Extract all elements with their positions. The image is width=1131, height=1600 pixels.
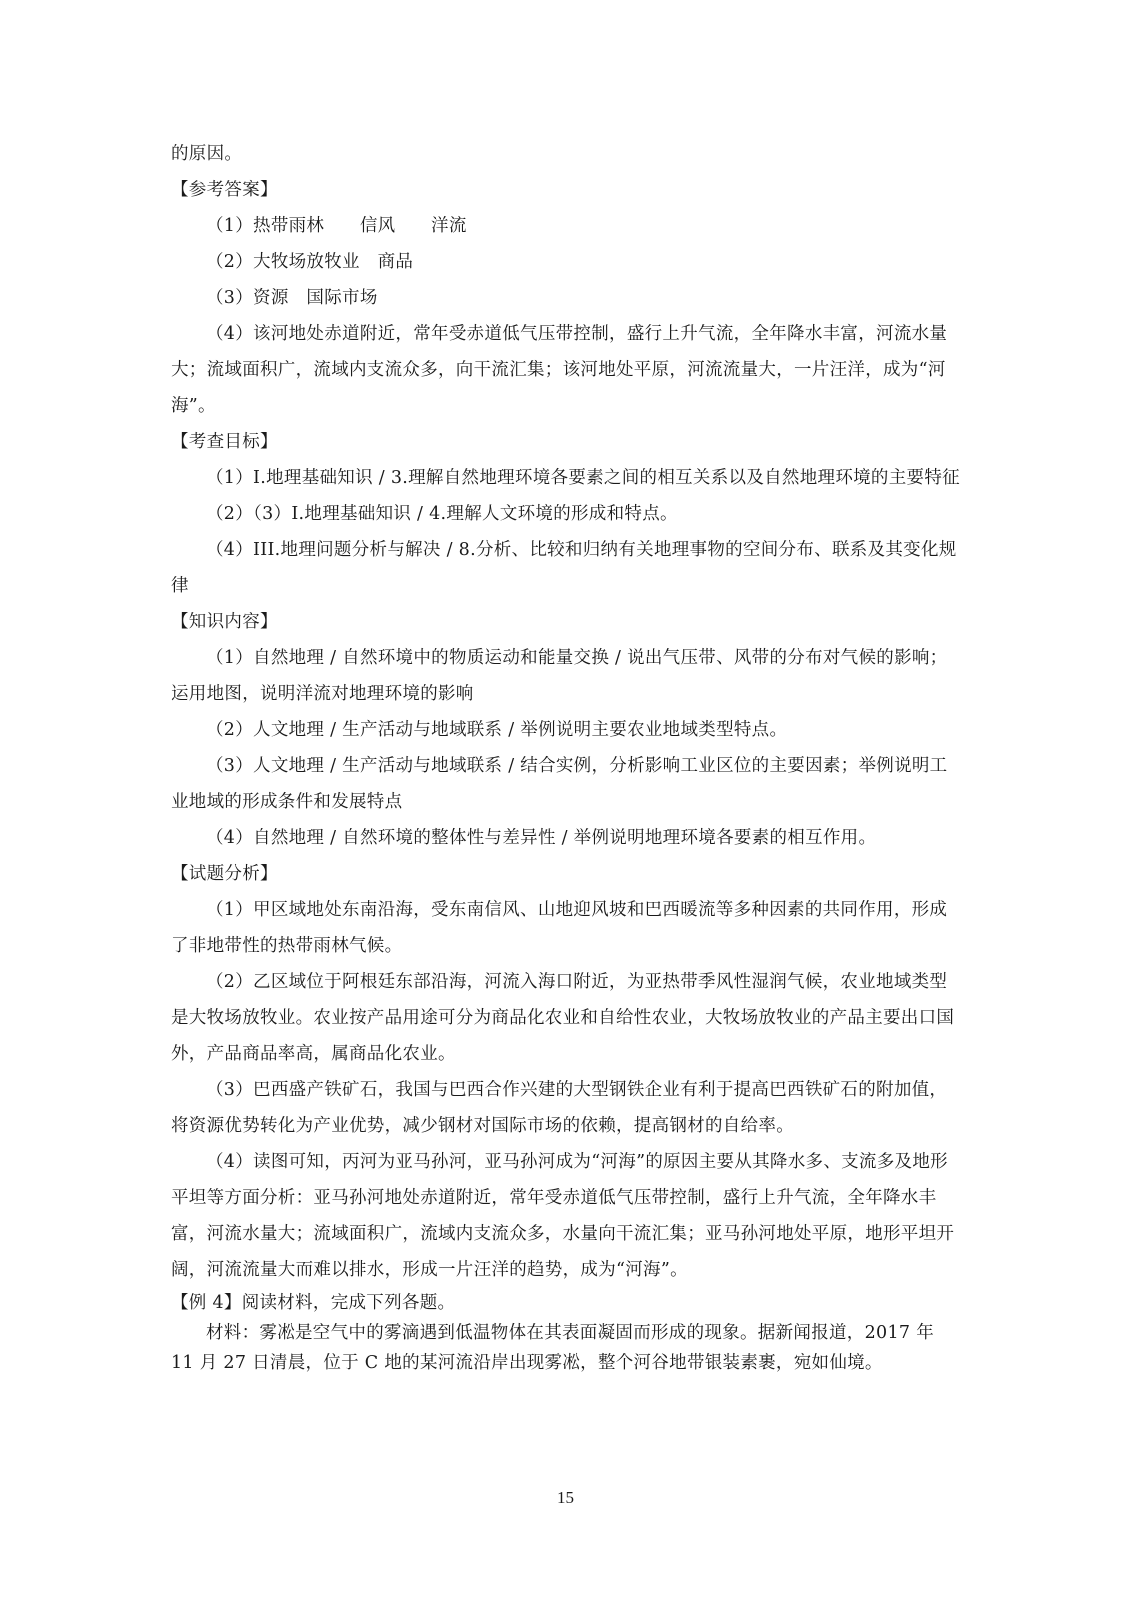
answer-2: （2）大牧场放牧业 商品: [206, 252, 414, 272]
page-number: 15: [557, 1488, 574, 1507]
answer-1: （1）热带雨林 信风 洋流: [206, 216, 467, 236]
section-heading-analysis: 【试题分析】: [171, 864, 278, 884]
objective-4: （4）III.地理问题分析与解决 / 8.分析、比较和归纳有关地理事物的空间分布、联系及其变化规律: [171, 540, 957, 596]
example-4-heading: 【例 4】阅读材料，完成下列各题。: [171, 1293, 456, 1313]
analysis-2: （2）乙区域位于阿根廷东部沿海，河流入海口附近，为亚热带季风性湿润气候，农业地域类型是大牧场放牧业。农业按产品用途可分为商品化农业和自给性农业，大牧场放牧业的产品主要出口国外，产品商品率高，属商品化农业。: [171, 972, 955, 1064]
section-heading-knowledge: 【知识内容】: [171, 612, 278, 632]
page-body: [171, 136, 961, 1378]
objective-2-3: （2）（3）I.地理基础知识 / 4.理解人文环境的形成和特点。: [206, 504, 678, 524]
section-heading-answer: 【参考答案】: [171, 180, 278, 200]
analysis-1: （1）甲区域地处东南沿海，受东南信风、山地迎风坡和巴西暖流等多种因素的共同作用，形成了非地带性的热带雨林气候。: [171, 900, 948, 956]
knowledge-3: （3）人文地理 / 生产活动与地域联系 / 结合实例，分析影响工业区位的主要因素；举例说明工业地域的形成条件和发展特点: [171, 756, 948, 812]
objective-1: （1）I.地理基础知识 / 3.理解自然地理环境各要素之间的相互关系以及自然地理环境的主要特征: [206, 468, 960, 488]
knowledge-4: （4）自然地理 / 自然环境的整体性与差异性 / 举例说明地理环境各要素的相互作用。: [206, 828, 877, 848]
knowledge-1: （1）自然地理 / 自然环境中的物质运动和能量交换 / 说出气压带、风带的分布对气候的影响；运用地图，说明洋流对地理环境的影响: [171, 648, 948, 704]
analysis-4: （4）读图可知，丙河为亚马孙河，亚马孙河成为“河海”的原因主要从其降水多、支流多及地形平坦等方面分析：亚马孙河地处赤道附近，常年受赤道低气压带控制，盛行上升气流，全年降水丰富，河流水量大；流域面积广，流域内支流众多，水量向干流汇集；亚马孙河地处平原，地形平坦开阔，河流流量大而难以排水，形成一片汪洋的趋势，成为“河海”。: [171, 1152, 955, 1280]
answer-3: （3）资源 国际市场: [206, 288, 378, 308]
example-4-material: 材料：雾凇是空气中的雾滴遇到低温物体在其表面凝固而形成的现象。据新闻报道，2017 年 11 月 27 日清晨，位于 C 地的某河流沿岸出现雾凇，整个河谷地带银装素裹，宛如仙境。: [171, 1323, 934, 1373]
knowledge-2: （2）人文地理 / 生产活动与地域联系 / 举例说明主要农业地域类型特点。: [206, 720, 788, 740]
continuation-text: 的原因。: [171, 144, 243, 164]
answer-4: （4）该河地处赤道附近，常年受赤道低气压带控制，盛行上升气流，全年降水丰富，河流水量大；流域面积广，流域内支流众多，向干流汇集；该河地处平原，河流流量大，一片汪洋，成为“河海”。: [171, 324, 948, 416]
section-heading-objective: 【考查目标】: [171, 432, 278, 452]
analysis-3: （3）巴西盛产铁矿石，我国与巴西合作兴建的大型钢铁企业有利于提高巴西铁矿石的附加值，将资源优势转化为产业优势，减少钢材对国际市场的依赖，提高钢材的自给率。: [171, 1080, 948, 1136]
